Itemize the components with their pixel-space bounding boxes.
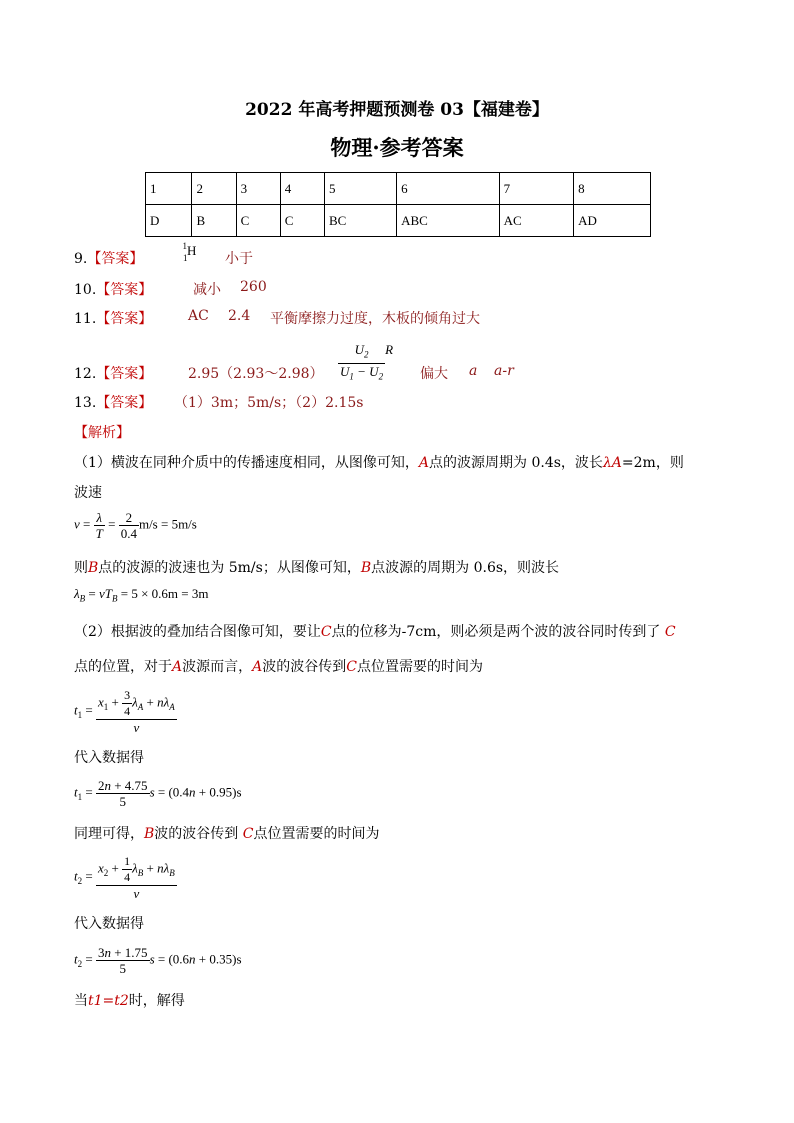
element-symbol: H bbox=[187, 243, 197, 258]
answer-label: 【答案】 bbox=[96, 311, 153, 327]
variable: B bbox=[360, 560, 372, 576]
table-cell: 4 bbox=[280, 173, 324, 205]
analysis-paragraph-4 bbox=[74, 823, 379, 843]
text-run: 波源而言， bbox=[182, 659, 253, 675]
text-run: 点的位置，对于 bbox=[74, 659, 172, 675]
text-run: 点位置需要的时间为 bbox=[253, 826, 380, 842]
analysis-paragraph-3b bbox=[74, 656, 483, 676]
formula-t2-general: $t_2$ = $x_2$ + $\frac{1}{4}$ $\lambda_B + n\lambda_B$ v bbox=[74, 854, 175, 901]
variable: C bbox=[242, 826, 254, 842]
text-run: 波的波谷传到 bbox=[154, 826, 239, 842]
table-cell: 7 bbox=[499, 173, 574, 205]
question-number: 11. bbox=[74, 311, 97, 327]
answer-line-9 bbox=[74, 248, 143, 268]
analysis-paragraph-5 bbox=[74, 990, 185, 1010]
table-cell: AD bbox=[574, 205, 651, 237]
answer-value: 小于 bbox=[225, 251, 253, 267]
variable: B bbox=[88, 560, 99, 576]
answer-line-12 bbox=[74, 363, 152, 383]
table-cell: AC bbox=[499, 205, 574, 237]
analysis-paragraph-1 bbox=[74, 452, 684, 472]
text-run: 点波源的周期为 0.6s，则波长 bbox=[371, 560, 560, 576]
document-subtitle: 物理·参考答案 bbox=[330, 135, 464, 160]
formula-t1-value: $t_1$ = $\frac{2n + 4.75}{5}$ s = (0.4n + 0.95)s bbox=[74, 778, 242, 809]
analysis-line: 代入数据得 bbox=[74, 750, 144, 766]
document-title: 2022 年高考押题预测卷 03【福建卷】 bbox=[245, 100, 549, 120]
answer-value: 2.95（2.93～2.98） bbox=[188, 366, 324, 382]
variable: λA bbox=[602, 455, 622, 471]
table-cell: 3 bbox=[236, 173, 280, 205]
formula-wave-speed: v = $\frac{\lambda}{T}$ = $\frac{2}{0.4}$ m/s = 5m/s bbox=[74, 510, 197, 541]
analysis-line: 波速 bbox=[74, 485, 102, 501]
text-run: 波的波谷传到 bbox=[262, 659, 347, 675]
variable: B bbox=[144, 826, 155, 842]
hydrogen-symbol: $_1^1$H bbox=[182, 241, 197, 263]
table-cell: 5 bbox=[324, 173, 396, 205]
answer-line-11 bbox=[74, 308, 152, 328]
answer-value: 260 bbox=[240, 279, 267, 295]
variable: C bbox=[346, 659, 357, 675]
answer-value: 减小 bbox=[193, 282, 221, 298]
table-cell: 8 bbox=[574, 173, 651, 205]
answer-line-10 bbox=[74, 279, 152, 299]
analysis-label: 【解析】 bbox=[74, 425, 130, 441]
answer-value: 平衡摩擦力过度，木板的倾角过大 bbox=[270, 311, 480, 327]
answer-label: 【答案】 bbox=[96, 395, 153, 411]
answer-value: a bbox=[469, 363, 478, 379]
variable: t1=t2 bbox=[88, 993, 129, 1009]
table-cell: C bbox=[280, 205, 324, 237]
answer-line-13 bbox=[74, 392, 152, 412]
table-cell: BC bbox=[324, 205, 396, 237]
answer-table bbox=[145, 172, 651, 237]
text-run: 点的位移为-7cm，则必须是两个波的波谷同时传到了 bbox=[331, 624, 661, 640]
text-run: 时，解得 bbox=[128, 993, 185, 1009]
analysis-line: 代入数据得 bbox=[74, 916, 144, 932]
variable: A bbox=[172, 659, 183, 675]
table-row-answers bbox=[146, 205, 651, 237]
table-cell: D bbox=[146, 205, 192, 237]
table-cell: 6 bbox=[397, 173, 500, 205]
answer-value: （1）3m；5m/s；（2）2.15s bbox=[174, 395, 364, 411]
text-run: 则 bbox=[74, 560, 88, 576]
question-number: 10. bbox=[74, 282, 97, 298]
analysis-paragraph-3 bbox=[74, 621, 676, 641]
formula-t1-general: $t_1$ = $x_1$ + $\frac{3}{4}$ $\lambda_A + n\lambda_A$ v bbox=[74, 688, 175, 735]
table-cell: ABC bbox=[397, 205, 500, 237]
answer-value: 2.4 bbox=[228, 308, 251, 324]
answer-label: 【答案】 bbox=[96, 366, 153, 382]
answer-value: a-r bbox=[494, 363, 514, 379]
table-cell: 1 bbox=[146, 173, 192, 205]
text-run: （1）横波在同种介质中的传播速度相同，从图像可知， bbox=[74, 455, 419, 471]
text-run: 点的波源周期为 0.4s，波长 bbox=[429, 455, 603, 471]
formula-t2-value: $t_2$ = $\frac{3n + 1.75}{5}$ s = (0.6n + 0.35)s bbox=[74, 945, 242, 976]
question-number: 9. bbox=[74, 251, 88, 267]
table-cell: C bbox=[236, 205, 280, 237]
analysis-paragraph-2 bbox=[74, 557, 559, 577]
answer-label: 【答案】 bbox=[87, 251, 144, 267]
text-run: （2）根据波的叠加结合图像可知，要让 bbox=[74, 624, 321, 640]
answer-value: 偏大 bbox=[420, 366, 448, 382]
text-run: =2m，则 bbox=[621, 455, 684, 471]
text-run: 点位置需要的时间为 bbox=[356, 659, 483, 675]
variable: A bbox=[418, 455, 430, 471]
text-run: 当 bbox=[74, 993, 88, 1009]
variable: C bbox=[320, 624, 332, 640]
variable: A bbox=[252, 659, 263, 675]
table-cell: 2 bbox=[192, 173, 236, 205]
question-number: 13. bbox=[74, 395, 97, 411]
formula-resistance: $\frac{U_2}{U_1 - U_2}$ R bbox=[340, 342, 394, 382]
text-run: 点的波源的波速也为 5m/s；从图像可知， bbox=[98, 560, 361, 576]
formula-wavelength-b: $\lambda_B = vT_B = 5 \times 0.6m = 3m$ bbox=[74, 586, 209, 604]
answer-value: AC bbox=[188, 308, 209, 324]
question-number: 12. bbox=[74, 366, 97, 382]
table-row-numbers bbox=[146, 173, 651, 205]
answer-label: 【答案】 bbox=[96, 282, 153, 298]
text-run: 同理可得， bbox=[74, 826, 144, 842]
variable: C bbox=[664, 624, 676, 640]
table-cell: B bbox=[192, 205, 236, 237]
